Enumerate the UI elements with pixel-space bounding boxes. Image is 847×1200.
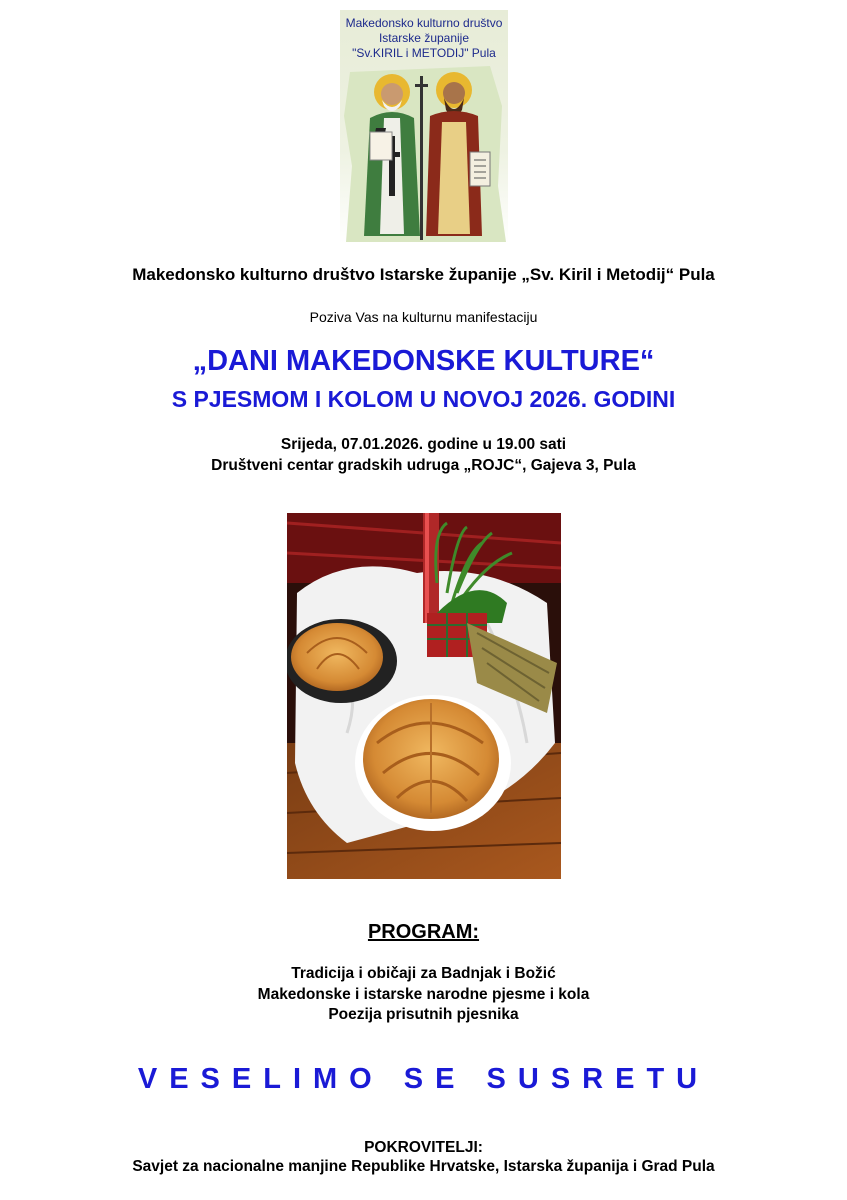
event-title: „DANI MAKEDONSKE KULTURE“ <box>192 345 655 377</box>
logo-line-3: "Sv.KIRIL i METODIJ" Pula <box>352 46 496 60</box>
logo-caption <box>340 16 508 61</box>
invitation-text: Poziva Vas na kulturnu manifestaciju <box>309 309 538 325</box>
program-item: Tradicija i običaji za Badnjak i Božić <box>291 965 556 982</box>
event-date-time: Srijeda, 07.01.2026. godine u 19.00 sati <box>280 436 567 453</box>
christmas-bread-image <box>287 513 561 879</box>
organization-line: Makedonsko kulturno društvo Istarske županije „Sv. Kiril i Metodij“ Pula <box>132 265 715 284</box>
saints-icon-illustration <box>340 66 508 244</box>
society-logo <box>340 10 508 244</box>
logo-line-2: Istarske županije <box>378 31 470 45</box>
bread-photo <box>287 513 561 879</box>
patrons-list: Savjet za nacionalne manjine Republike Hrvatske, Istarska županija i Grad Pula <box>132 1158 715 1175</box>
program-heading: PROGRAM: <box>367 921 480 943</box>
event-venue: Društveni centar gradskih udruga „ROJC“, Gajeva 3, Pula <box>211 457 636 474</box>
program-item: Poezija prisutnih pjesnika <box>328 1006 519 1023</box>
event-subtitle: S PJESMOM I KOLOM U NOVOJ 2026. GODINI <box>171 386 676 412</box>
program-item: Makedonske i istarske narodne pjesme i kola <box>257 986 590 1003</box>
patrons-heading: POKROVITELJI: <box>364 1139 483 1156</box>
logo-line-1: Makedonsko kulturno društvo <box>345 16 503 30</box>
slogan: VESELIMO SE SUSRETU <box>137 1063 710 1095</box>
